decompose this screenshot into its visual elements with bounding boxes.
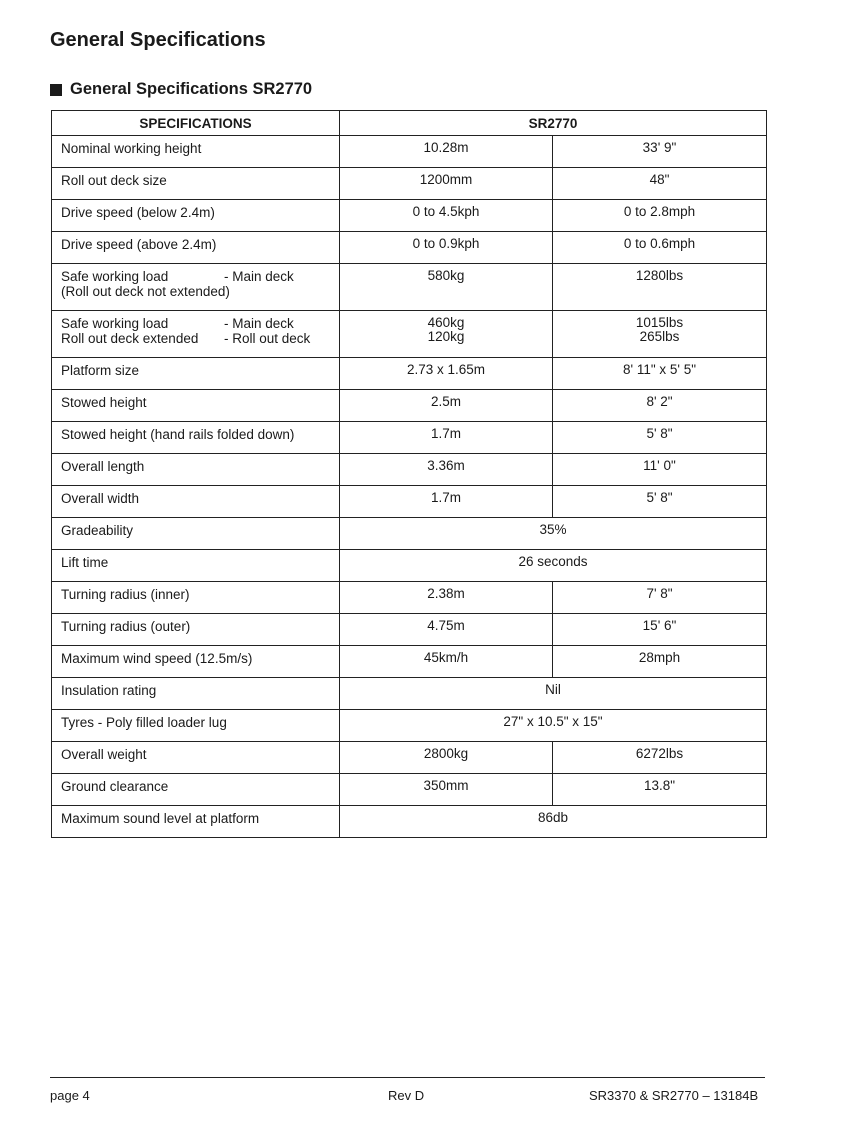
row-label: Drive speed (above 2.4m) xyxy=(52,232,340,264)
row-label: Maximum wind speed (12.5m/s) xyxy=(52,646,340,678)
table-row xyxy=(52,200,767,232)
row-label-part: (Roll out deck not extended) xyxy=(61,284,230,299)
combined-value: Nil xyxy=(340,678,767,710)
page-title: General Specifications xyxy=(50,29,266,51)
table-row xyxy=(52,550,767,582)
table-row xyxy=(52,806,767,838)
metric-value: 2800kg xyxy=(340,742,553,774)
row-label: Overall length xyxy=(52,454,340,486)
row-label-part: Safe working load xyxy=(61,316,169,331)
metric-value: 0 to 0.9kph xyxy=(340,232,553,264)
table-row xyxy=(52,582,767,614)
row-label-part: Safe working load xyxy=(61,269,169,284)
table-row xyxy=(52,168,767,200)
row-label: Ground clearance xyxy=(52,774,340,806)
metric-value: 4.75m xyxy=(340,614,553,646)
table-row xyxy=(52,311,767,358)
table-row xyxy=(52,232,767,264)
row-label: Turning radius (outer) xyxy=(52,614,340,646)
row-label xyxy=(52,264,340,311)
row-label: Turning radius (inner) xyxy=(52,582,340,614)
footer-divider xyxy=(50,1077,765,1078)
imperial-value: 28mph xyxy=(553,646,767,678)
table-header-row xyxy=(52,111,767,136)
metric-value: 3.36m xyxy=(340,454,553,486)
row-label: Stowed height (hand rails folded down) xyxy=(52,422,340,454)
metric-value xyxy=(340,311,553,358)
table-row xyxy=(52,486,767,518)
table-row xyxy=(52,614,767,646)
combined-value: 26 seconds xyxy=(340,550,767,582)
imperial-value: 0 to 0.6mph xyxy=(553,232,767,264)
header-specifications: SPECIFICATIONS xyxy=(52,111,340,136)
imperial-value: 7' 8" xyxy=(553,582,767,614)
table-row xyxy=(52,390,767,422)
row-label-part: - Main deck xyxy=(224,316,294,331)
row-label: Maximum sound level at platform xyxy=(52,806,340,838)
footer-document-number: SR3370 & SR2770 – 13184B xyxy=(589,1088,759,1103)
metric-value: 2.38m xyxy=(340,582,553,614)
row-label: Lift time xyxy=(52,550,340,582)
combined-value: 86db xyxy=(340,806,767,838)
row-label-part: Roll out deck extended xyxy=(61,331,199,346)
imperial-value: 48" xyxy=(553,168,767,200)
row-label: Platform size xyxy=(52,358,340,390)
row-label-part: - Main deck xyxy=(224,269,294,284)
imperial-value: 0 to 2.8mph xyxy=(553,200,767,232)
metric-value: 1.7m xyxy=(340,486,553,518)
section-title xyxy=(50,80,312,99)
table-row xyxy=(52,774,767,806)
row-label: Roll out deck size xyxy=(52,168,340,200)
row-label: Drive speed (below 2.4m) xyxy=(52,200,340,232)
table-row xyxy=(52,646,767,678)
footer-revision: Rev D xyxy=(388,1088,425,1103)
metric-value: 2.73 x 1.65m xyxy=(340,358,553,390)
row-label: Overall width xyxy=(52,486,340,518)
table-row xyxy=(52,742,767,774)
row-label: Stowed height xyxy=(52,390,340,422)
imperial-value: 13.8" xyxy=(553,774,767,806)
imperial-value: 8' 2" xyxy=(553,390,767,422)
row-label-part: - Roll out deck xyxy=(224,331,311,346)
row-label: Gradeability xyxy=(52,518,340,550)
header-model: SR2770 xyxy=(340,111,767,136)
imperial-value: 8' 11" x 5' 5" xyxy=(553,358,767,390)
metric-value: 2.5m xyxy=(340,390,553,422)
metric-value: 1.7m xyxy=(340,422,553,454)
metric-value: 45km/h xyxy=(340,646,553,678)
specifications-table xyxy=(51,110,767,838)
metric-value: 10.28m xyxy=(340,136,553,168)
row-label: Overall weight xyxy=(52,742,340,774)
table-row xyxy=(52,422,767,454)
imperial-value-main: 1015lbs xyxy=(635,315,684,330)
imperial-value: 5' 8" xyxy=(553,486,767,518)
metric-value-rollout: 120kg xyxy=(427,329,465,344)
table-row xyxy=(52,136,767,168)
row-label: Nominal working height xyxy=(52,136,340,168)
table-row xyxy=(52,678,767,710)
table-row xyxy=(52,518,767,550)
metric-value: 0 to 4.5kph xyxy=(340,200,553,232)
imperial-value: 15' 6" xyxy=(553,614,767,646)
imperial-value: 6272lbs xyxy=(553,742,767,774)
table-row xyxy=(52,454,767,486)
row-label: Insulation rating xyxy=(52,678,340,710)
square-bullet-icon xyxy=(50,84,62,96)
imperial-value: 11' 0" xyxy=(553,454,767,486)
row-label xyxy=(52,311,340,358)
row-label: Tyres - Poly filled loader lug xyxy=(52,710,340,742)
imperial-value-rollout: 265lbs xyxy=(639,329,680,344)
metric-value-main: 460kg xyxy=(427,315,465,330)
imperial-value xyxy=(553,311,767,358)
metric-value: 1200mm xyxy=(340,168,553,200)
metric-value: 580kg xyxy=(340,264,553,311)
table-row xyxy=(52,358,767,390)
metric-value: 350mm xyxy=(340,774,553,806)
combined-value: 35% xyxy=(340,518,767,550)
imperial-value: 1280lbs xyxy=(553,264,767,311)
table-row xyxy=(52,710,767,742)
combined-value: 27" x 10.5" x 15" xyxy=(340,710,767,742)
section-title-text: General Specifications SR2770 xyxy=(70,80,313,98)
footer-page-number: page 4 xyxy=(50,1088,90,1103)
imperial-value: 33' 9" xyxy=(553,136,767,168)
table-row xyxy=(52,264,767,311)
imperial-value: 5' 8" xyxy=(553,422,767,454)
